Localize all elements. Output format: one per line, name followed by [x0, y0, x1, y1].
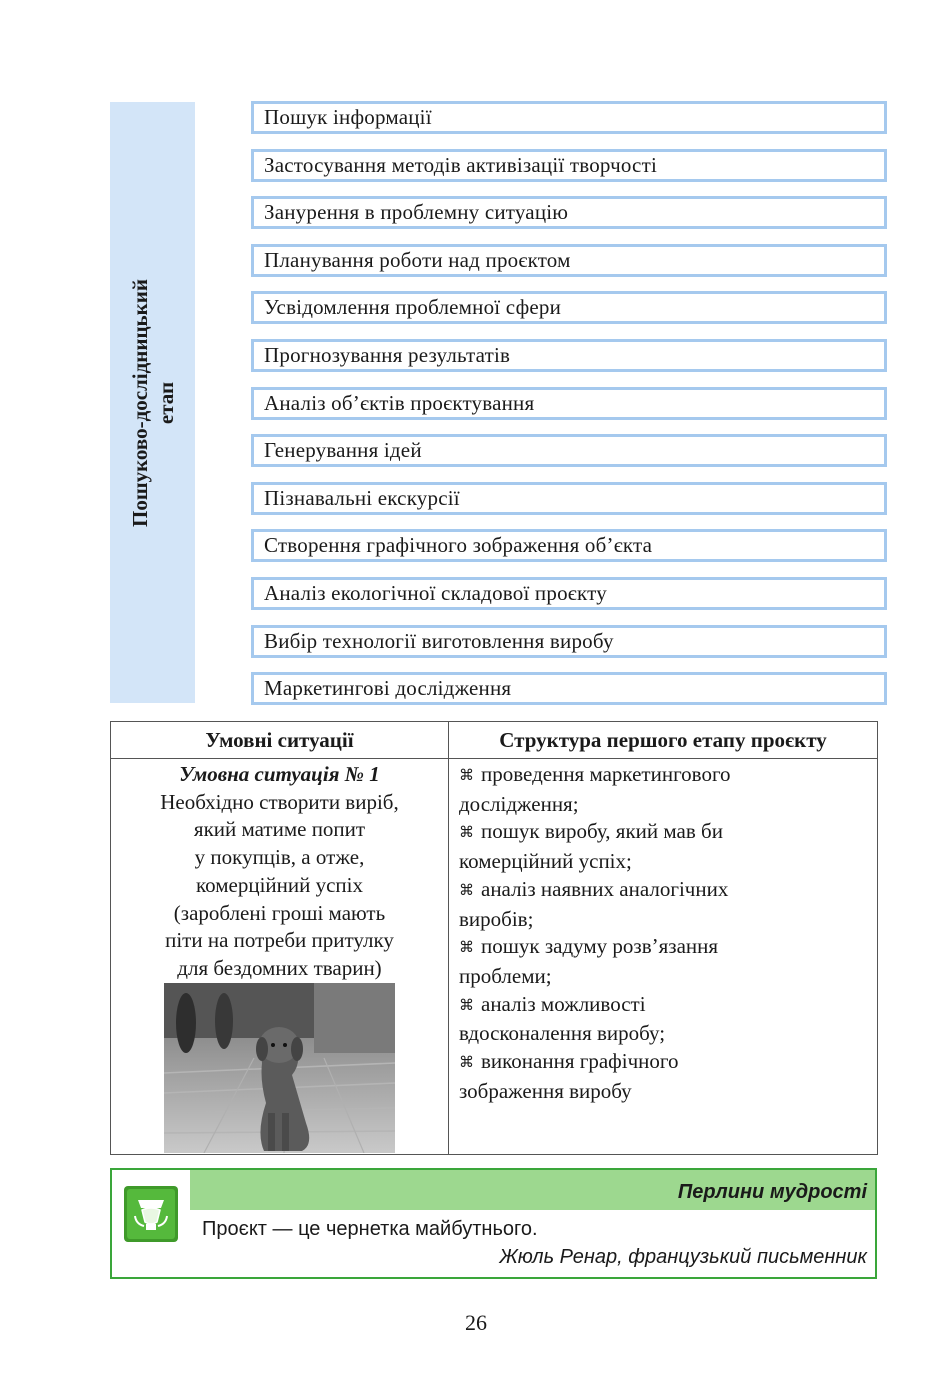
step-item: Вибір технології виготовлення виробу	[251, 625, 887, 658]
step-item: Занурення в проблемну ситуацію	[251, 196, 887, 229]
structure-item: ⌘ пошук задуму розв’язання проблеми;	[459, 934, 719, 988]
table-header-structure: Структура першого етапу проєкту	[449, 722, 878, 759]
step-item: Застосування методів активізації творчості	[251, 149, 887, 182]
bullet-icon: ⌘	[459, 825, 474, 842]
step-item: Пошук інформації	[251, 101, 887, 134]
bullet-icon: ⌘	[459, 768, 474, 784]
step-item: Генерування ідей	[251, 434, 887, 467]
situation-cell	[111, 759, 449, 1155]
wisdom-heading: Перлини мудрості	[190, 1170, 875, 1210]
page-number: 26	[465, 1310, 487, 1335]
lamp-icon	[124, 1186, 178, 1242]
step-item: Маркетингові дослідження	[251, 672, 887, 705]
stage-label	[110, 102, 195, 703]
structure-item: ⌘ пошук виробу, який мав би комерційний успіх;	[459, 819, 723, 874]
structure-item: ⌘ аналіз наявних аналогічних виробів;	[459, 876, 729, 931]
structure-item: ⌘ проведення маркетингового дослідження;	[459, 762, 731, 816]
stage-label-text	[127, 238, 179, 568]
wisdom-quote: Проєкт — це чернетка майбутнього.	[202, 1218, 538, 1240]
situation-line: у покупців, а отже,	[194, 845, 365, 870]
dog-photo	[164, 983, 395, 1153]
step-item: Усвідомлення проблемної сфери	[251, 291, 887, 324]
bullet-icon: ⌘	[459, 940, 474, 957]
wisdom-box	[110, 1168, 877, 1279]
step-item: Планування роботи над проєктом	[251, 244, 887, 277]
step-item: Створення графічного зображення об’єкта	[251, 529, 887, 562]
situation-line: для бездомних тварин)	[177, 955, 382, 980]
situation-title: Умовна ситуація № 1	[179, 762, 380, 786]
bullet-icon: ⌘	[459, 997, 474, 1014]
step-item: Прогнозування результатів	[251, 339, 887, 372]
bullet-icon: ⌘	[459, 882, 474, 899]
situation-line: (зароблені гроші мають	[173, 900, 386, 925]
situation-line: комерційний успіх	[195, 872, 363, 897]
table-header-row	[111, 722, 878, 759]
situation-table	[110, 721, 878, 1155]
step-item: Пізнавальні екскурсії	[251, 482, 887, 515]
structure-item: ⌘ аналіз можливості вдосконалення виробу;	[459, 991, 666, 1046]
situation-line: який матиме попит	[193, 817, 366, 842]
wisdom-author: Жюль Ренар, французький письменник	[499, 1246, 867, 1268]
table-row	[111, 759, 878, 1155]
structure-item: ⌘ виконання графічного зображення виробу	[459, 1049, 679, 1103]
step-item: Аналіз екологічної складової проєкту	[251, 577, 887, 610]
stage-label-line1: Пошуково-дослідницький	[127, 278, 152, 527]
situation-line: піти на потреби притулку	[165, 928, 394, 953]
table-header-situations: Умовні ситуації	[111, 722, 449, 759]
stage-label-line2: етап	[153, 381, 178, 424]
situation-line: Необхідно створити виріб,	[160, 789, 399, 814]
step-item: Аналіз об’єктів проєктування	[251, 387, 887, 420]
structure-cell	[449, 759, 878, 1155]
bullet-icon: ⌘	[459, 1055, 474, 1072]
